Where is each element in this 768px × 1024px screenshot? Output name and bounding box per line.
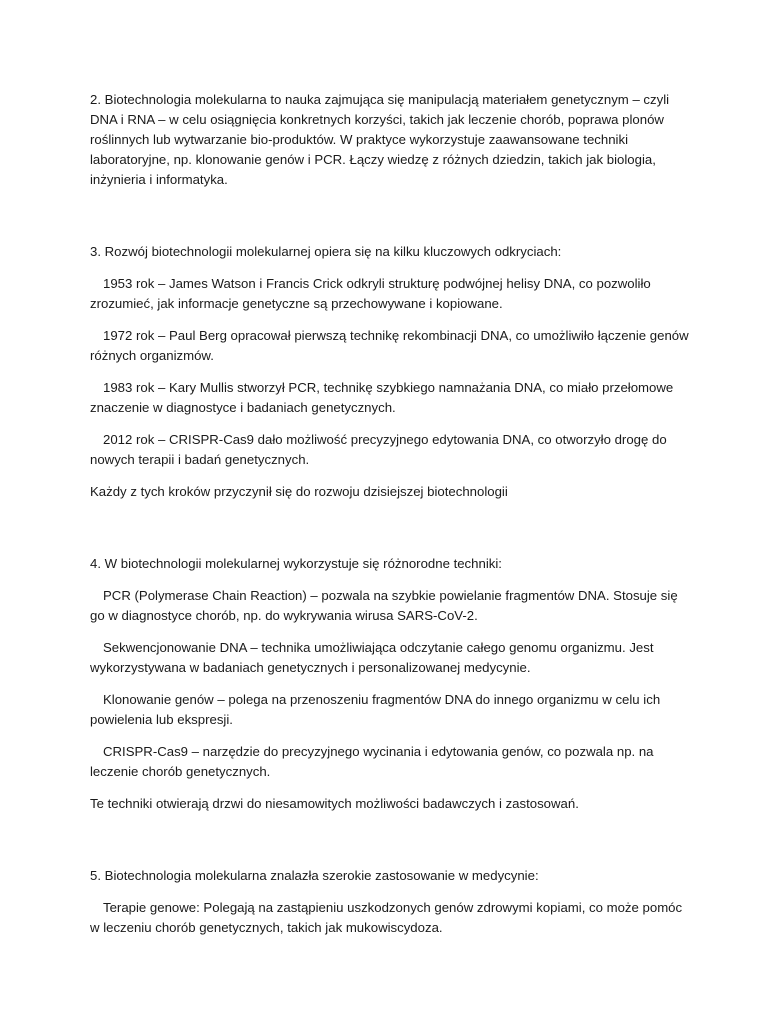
- section-4-heading: 4. W biotechnologii molekularnej wykorzystuje się różnorodne techniki:: [90, 556, 502, 571]
- section-4-summary: Te techniki otwierają drzwi do niesamowitych możliwości badawczych i zastosowań.: [90, 796, 579, 811]
- section-3-summary: Każdy z tych kroków przyczynił się do rozwoju dzisiejszej biotechnologii: [90, 484, 508, 499]
- technique-item-cloning: Klonowanie genów – polega na przenoszeniu fragmentów DNA do innego organizmu w celu ich powielenia lub ekspresji.: [90, 692, 661, 727]
- discovery-item-1972: 1972 rok – Paul Berg opracował pierwszą technikę rekombinacji DNA, co umożliwiło łączenie genów różnych organizmów.: [90, 328, 689, 363]
- technique-item-pcr: PCR (Polymerase Chain Reaction) – pozwala na szybkie powielanie fragmentów DNA. Stosuje się go w diagnostyce chorób, np. do wykrywania wirusa SARS-CoV-2.: [90, 588, 678, 623]
- technique-item-sequencing: Sekwencjonowanie DNA – technika umożliwiająca odczytanie całego genomu organizmu. Jest wykorzystywana w badaniach genetycznych i personalizowanej medycynie.: [90, 640, 654, 675]
- technique-item-crispr: CRISPR-Cas9 – narzędzie do precyzyjnego wycinania i edytowania genów, co pozwala np. na leczenie chorób genetycznych.: [90, 744, 654, 779]
- section-3-heading: 3. Rozwój biotechnologii molekularnej opiera się na kilku kluczowych odkryciach:: [90, 244, 562, 259]
- section-5-heading: 5. Biotechnologia molekularna znalazła szerokie zastosowanie w medycynie:: [90, 868, 539, 883]
- section-2-paragraph: 2. Biotechnologia molekularna to nauka zajmująca się manipulacją materiałem genetycznym – czyli DNA i RNA – w celu osiągnięcia konkretnych korzyści, takich jak leczenie chorób, poprawa plonów roślinnych lub wytwarzanie bio-produktów. W praktyce wykorzystuje zaawansowane techniki laboratoryjne, np. klonowanie genów i PCR. Łączy wiedzę z różnych dziedzin, takich jak biologia, inżynieria i informatyka.: [90, 92, 670, 187]
- medicine-item-gene-therapy: Terapie genowe: Polegają na zastąpieniu uszkodzonych genów zdrowymi kopiami, co może pomóc w leczeniu chorób genetycznych, takich jak mukowiscydoza.: [90, 900, 683, 935]
- discovery-item-1983: 1983 rok – Kary Mullis stworzył PCR, technikę szybkiego namnażania DNA, co miało przełomowe znaczenie w diagnostyce i badaniach genetycznych.: [90, 380, 674, 415]
- discovery-item-1953: 1953 rok – James Watson i Francis Crick odkryli strukturę podwójnej helisy DNA, co pozwoliło zrozumieć, jak informacje genetyczne są przechowywane i kopiowane.: [90, 276, 651, 311]
- discovery-item-2012: 2012 rok – CRISPR-Cas9 dało możliwość precyzyjnego edytowania DNA, co otworzyło drogę do nowych terapii i badań genetycznych.: [90, 432, 667, 467]
- document-body: [90, 90, 690, 938]
